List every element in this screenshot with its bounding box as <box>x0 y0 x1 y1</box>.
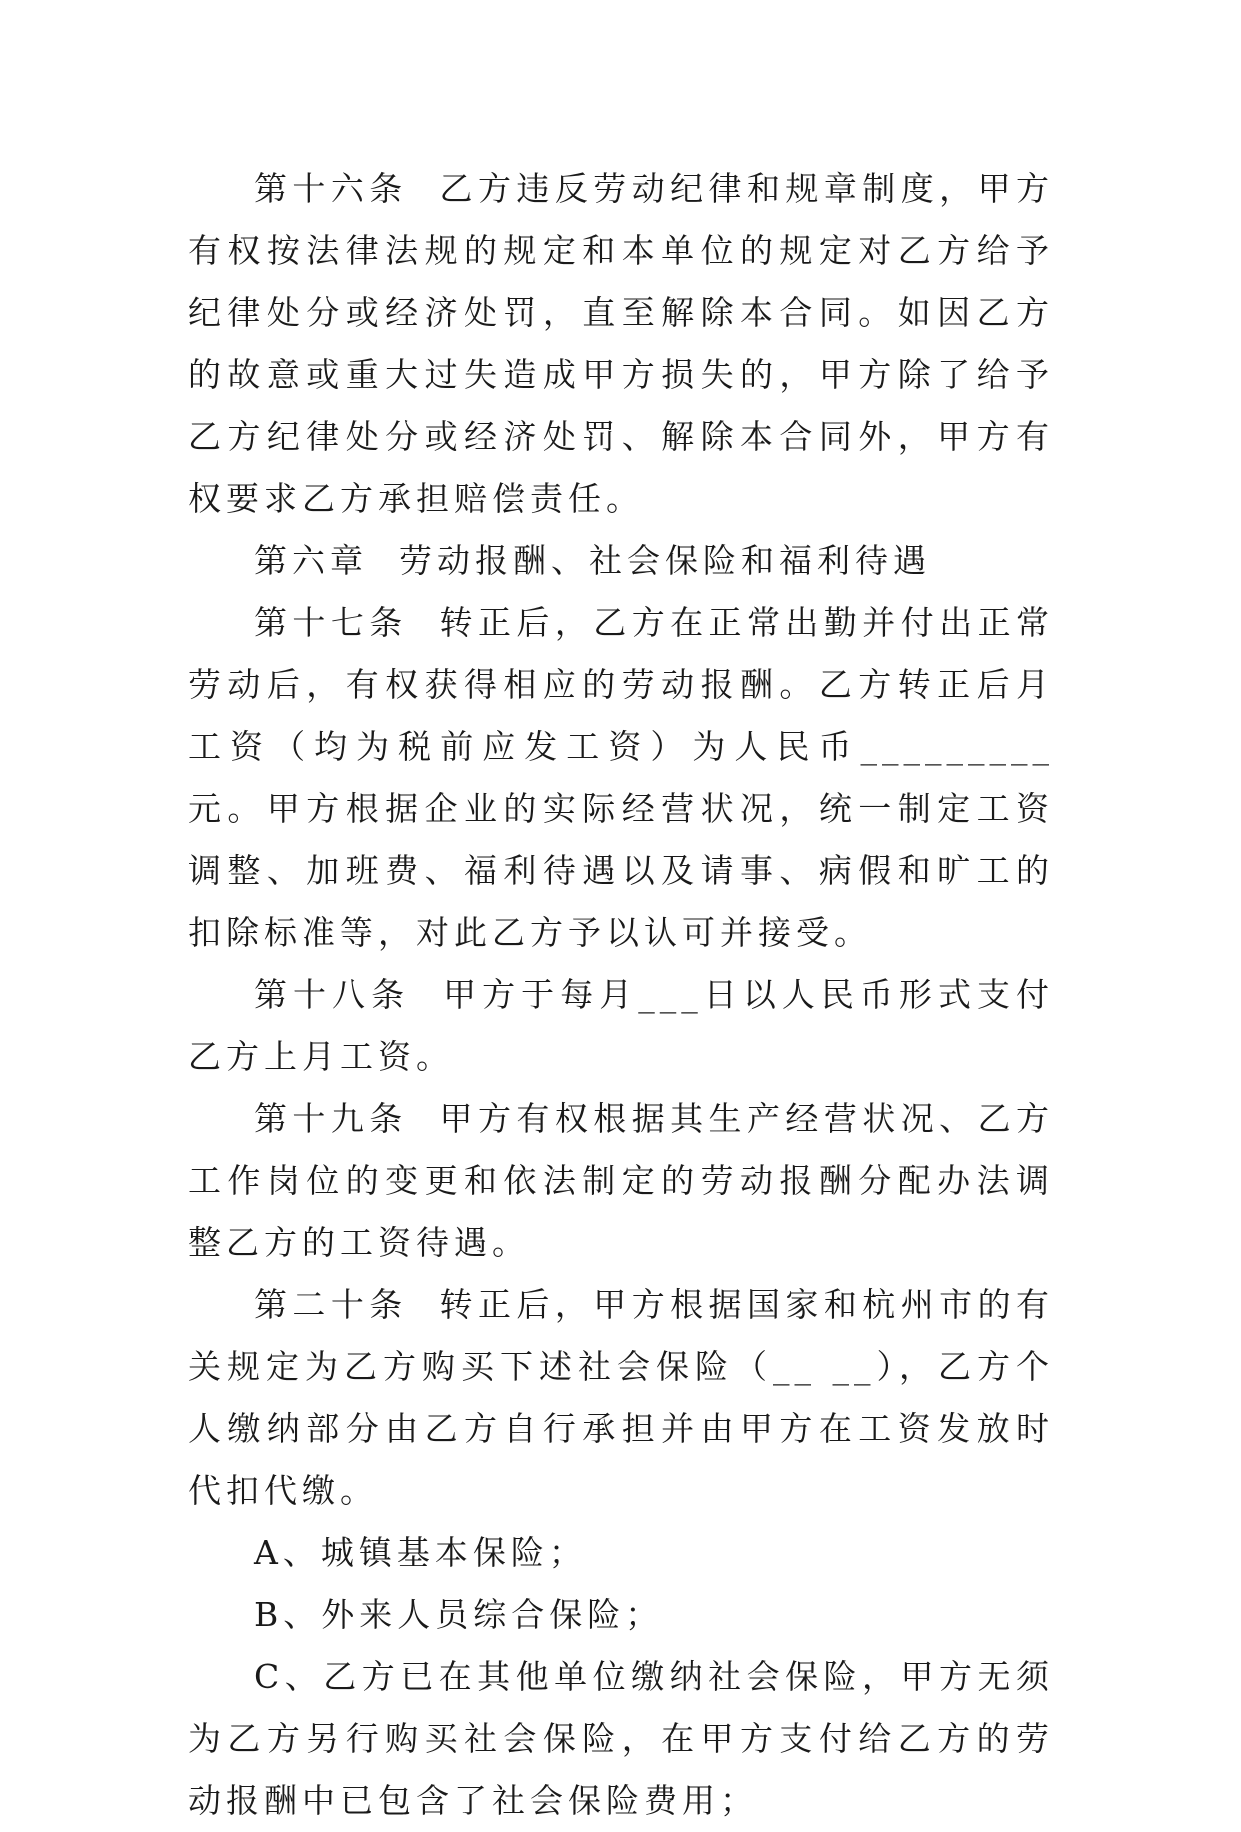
article-19-paragraph: 第十九条 甲方有权根据其生产经营状况、乙方工作岗位的变更和依法制定的劳动报酬分配办法调整乙方的工资待遇。 <box>188 1099 1054 1262</box>
article-16-paragraph: 第十六条 乙方违反劳动纪律和规章制度，甲方有权按法律法规的规定和本单位的规定对乙方给予纪律处分或经济处罚，直至解除本合同。如因乙方的故意或重大过失造成甲方损失的，甲方除了给予乙方纪律处分或经济处罚、解除本合同外，甲方有权要求乙方承担赔偿责任。 <box>188 169 1054 518</box>
article-17-paragraph: 第十七条 转正后，乙方在正常出勤并付出正常劳动后，有权获得相应的劳动报酬。乙方转正后月工资（均为税前应发工资）为人民币_________元。甲方根据企业的实际经营状况，统一制定工资调整、加班费、福利待遇以及请事、病假和旷工的扣除标准等，对此乙方予以认可并接受。 <box>188 603 1054 952</box>
option-a-item: A、城镇基本保险； <box>254 1533 587 1572</box>
option-c-item: C、乙方已在其他单位缴纳社会保险，甲方无须为乙方另行购买社会保险，在甲方支付给乙方的劳动报酬中已包含了社会保险费用； <box>188 1657 1054 1820</box>
article-18-paragraph: 第十八条 甲方于每月___日以人民币形式支付乙方上月工资。 <box>188 975 1054 1076</box>
chapter-6-heading: 第六章 劳动报酬、社会保险和福利待遇 <box>254 541 931 580</box>
article-20-paragraph: 第二十条 转正后，甲方根据国家和杭州市的有关规定为乙方购买下述社会保险（__ __），乙方个人缴纳部分由乙方自行承担并由甲方在工资发放时代扣代缴。 <box>188 1285 1054 1510</box>
option-b-item: B、外来人员综合保险； <box>254 1595 664 1634</box>
document-body <box>188 158 1054 1832</box>
